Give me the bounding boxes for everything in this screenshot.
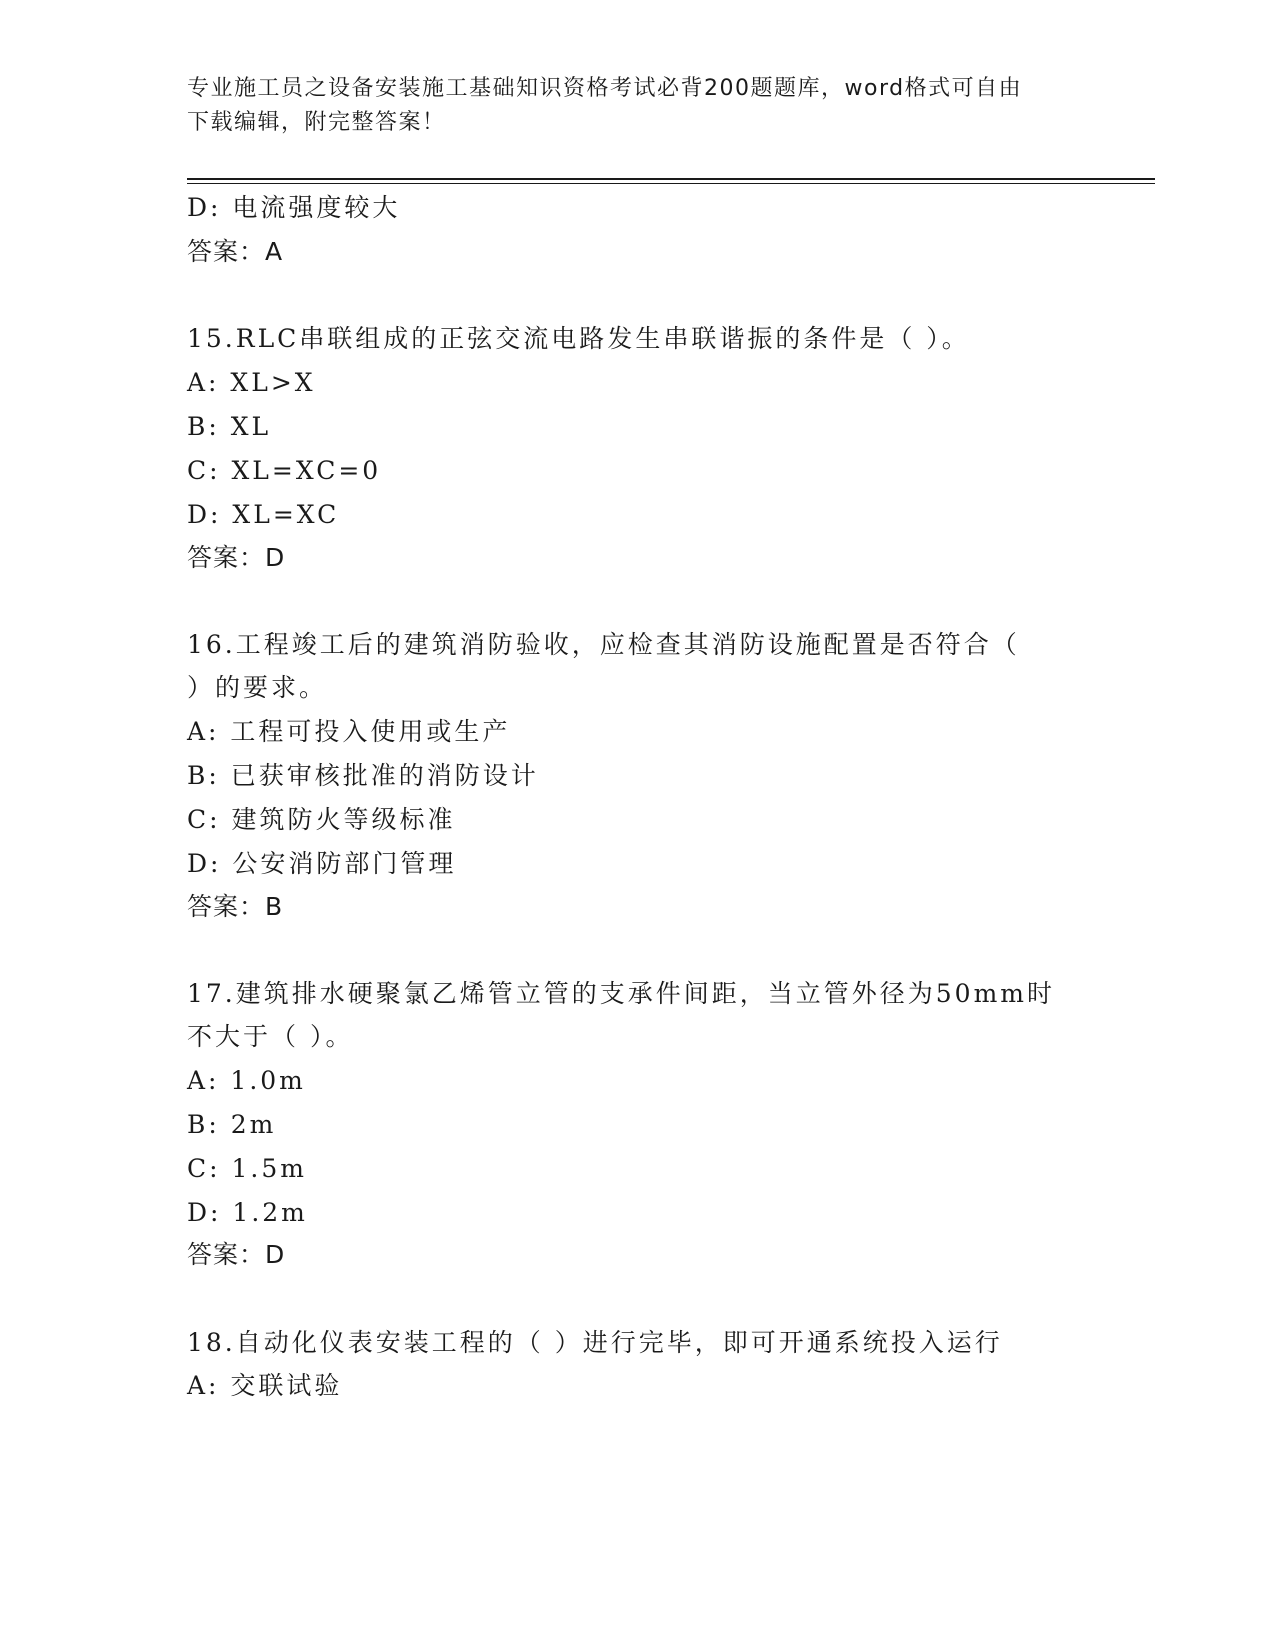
q15-option-b: B: XL: [187, 412, 272, 441]
q17-option-b: B: 2m: [187, 1110, 277, 1139]
q16-answer: 答案：B: [187, 892, 284, 921]
q17-stem-line-2: 不大于（ ）。: [187, 1022, 354, 1051]
q17-option-c: C: 1.5m: [187, 1154, 307, 1183]
q17-answer: 答案：D: [187, 1240, 286, 1269]
q17-stem-line-1: 17.建筑排水硬聚氯乙烯管立管的支承件间距，当立管外径为50mm时: [187, 979, 1055, 1008]
q18-option-a: A: 交联试验: [187, 1371, 343, 1400]
q16-stem-line-1: 16.工程竣工后的建筑消防验收，应检查其消防设施配置是否符合（: [187, 630, 1020, 659]
q17-option-d: D: 1.2m: [187, 1198, 308, 1227]
q16-stem-line-2: ）的要求。: [187, 673, 328, 702]
q16-option-c: C: 建筑防火等级标准: [187, 805, 456, 834]
header-line-1: 专业施工员之设备安装施工基础知识资格考试必背200题题库，word格式可自由: [187, 76, 1023, 101]
q15-option-c: C: XL=XC=0: [187, 456, 382, 485]
header-line-2: 下载编辑，附完整答案！: [187, 110, 446, 135]
q14-answer: 答案：A: [187, 237, 284, 266]
header-divider-thick: [187, 178, 1155, 180]
q15-stem: 15.RLC串联组成的正弦交流电路发生串联谐振的条件是（ ）。: [187, 324, 970, 353]
document-header: [187, 72, 1077, 140]
q15-option-a: A: XL>X: [187, 368, 316, 397]
q16-option-d: D: 公安消防部门管理: [187, 849, 457, 878]
q16-option-b: B: 已获审核批准的消防设计: [187, 761, 539, 790]
q15-option-d: D: XL=XC: [187, 500, 340, 529]
header-divider-thin: [187, 183, 1155, 184]
q16-option-a: A: 工程可投入使用或生产: [187, 717, 511, 746]
q15-answer: 答案：D: [187, 543, 286, 572]
q18-stem: 18.自动化仪表安装工程的（ ）进行完毕，即可开通系统投入运行: [187, 1328, 1003, 1357]
q17-option-a: A: 1.0m: [187, 1066, 306, 1095]
q14-option-d: D: 电流强度较大: [187, 193, 401, 222]
